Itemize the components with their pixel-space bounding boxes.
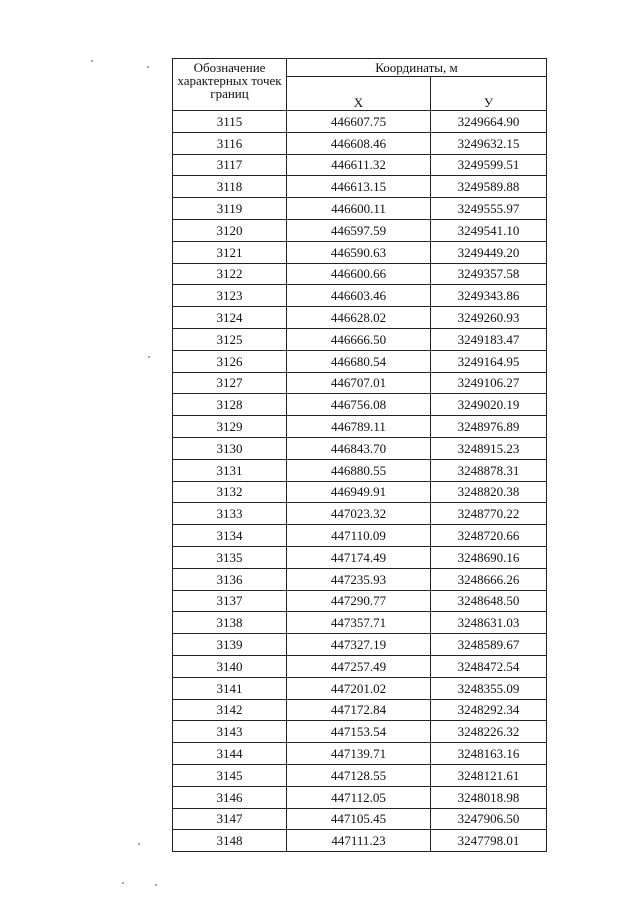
y-coordinate-cell: 3248018.98 bbox=[431, 786, 547, 808]
point-id-cell: 3125 bbox=[173, 328, 287, 350]
y-coordinate-cell: 3248121.61 bbox=[431, 764, 547, 786]
y-coordinate-cell: 3249164.95 bbox=[431, 350, 547, 372]
coordinates-table bbox=[172, 58, 547, 852]
point-id-cell: 3130 bbox=[173, 437, 287, 459]
y-coordinate-cell: 3248878.31 bbox=[431, 459, 547, 481]
y-coordinate-cell: 3249664.90 bbox=[431, 111, 547, 133]
table-row bbox=[173, 241, 547, 263]
scan-speck bbox=[122, 882, 124, 884]
y-coordinate-cell: 3248589.67 bbox=[431, 634, 547, 656]
y-coordinate-cell: 3248631.03 bbox=[431, 612, 547, 634]
y-header: У bbox=[431, 77, 547, 111]
x-coordinate-cell: 446628.02 bbox=[287, 307, 431, 329]
table-row bbox=[173, 634, 547, 656]
scan-speck bbox=[155, 884, 157, 886]
y-coordinate-cell: 3249357.58 bbox=[431, 263, 547, 285]
x-coordinate-cell: 447290.77 bbox=[287, 590, 431, 612]
point-id-cell: 3134 bbox=[173, 525, 287, 547]
y-coordinate-cell: 3249449.20 bbox=[431, 241, 547, 263]
point-id-cell: 3147 bbox=[173, 808, 287, 830]
point-id-cell: 3124 bbox=[173, 307, 287, 329]
x-coordinate-cell: 447110.09 bbox=[287, 525, 431, 547]
x-coordinate-cell: 447139.71 bbox=[287, 743, 431, 765]
table-row bbox=[173, 655, 547, 677]
table-row bbox=[173, 503, 547, 525]
y-coordinate-cell: 3248472.54 bbox=[431, 655, 547, 677]
point-id-cell: 3135 bbox=[173, 546, 287, 568]
header-row-top bbox=[173, 59, 547, 77]
x-coordinate-cell: 446590.63 bbox=[287, 241, 431, 263]
point-id-cell: 3136 bbox=[173, 568, 287, 590]
point-id-cell: 3131 bbox=[173, 459, 287, 481]
point-id-cell: 3129 bbox=[173, 416, 287, 438]
y-coordinate-cell: 3249555.97 bbox=[431, 198, 547, 220]
y-coordinate-cell: 3249599.51 bbox=[431, 154, 547, 176]
x-coordinate-cell: 446880.55 bbox=[287, 459, 431, 481]
x-coordinate-cell: 447128.55 bbox=[287, 764, 431, 786]
x-coordinate-cell: 446613.15 bbox=[287, 176, 431, 198]
point-id-cell: 3145 bbox=[173, 764, 287, 786]
y-coordinate-cell: 3248820.38 bbox=[431, 481, 547, 503]
x-coordinate-cell: 447174.49 bbox=[287, 546, 431, 568]
table-row bbox=[173, 111, 547, 133]
point-id-cell: 3116 bbox=[173, 132, 287, 154]
y-coordinate-cell: 3248292.34 bbox=[431, 699, 547, 721]
point-id-cell: 3148 bbox=[173, 830, 287, 852]
table-row bbox=[173, 546, 547, 568]
x-coordinate-cell: 447235.93 bbox=[287, 568, 431, 590]
y-coordinate-cell: 3248690.16 bbox=[431, 546, 547, 568]
point-label-header: Обозначение характерных точек границ bbox=[173, 59, 287, 111]
y-coordinate-cell: 3248720.66 bbox=[431, 525, 547, 547]
table-row bbox=[173, 350, 547, 372]
x-coordinate-cell: 447111.23 bbox=[287, 830, 431, 852]
y-coordinate-cell: 3249106.27 bbox=[431, 372, 547, 394]
x-coordinate-cell: 446680.54 bbox=[287, 350, 431, 372]
y-coordinate-cell: 3248163.16 bbox=[431, 743, 547, 765]
point-id-cell: 3122 bbox=[173, 263, 287, 285]
scan-speck bbox=[138, 843, 140, 845]
x-coordinate-cell: 447357.71 bbox=[287, 612, 431, 634]
table-row bbox=[173, 132, 547, 154]
x-coordinate-cell: 446600.66 bbox=[287, 263, 431, 285]
x-coordinate-cell: 446607.75 bbox=[287, 111, 431, 133]
point-id-cell: 3140 bbox=[173, 655, 287, 677]
point-id-cell: 3144 bbox=[173, 743, 287, 765]
x-coordinate-cell: 446949.91 bbox=[287, 481, 431, 503]
table-row bbox=[173, 307, 547, 329]
point-id-cell: 3115 bbox=[173, 111, 287, 133]
point-id-cell: 3142 bbox=[173, 699, 287, 721]
point-id-cell: 3137 bbox=[173, 590, 287, 612]
y-coordinate-cell: 3248226.32 bbox=[431, 721, 547, 743]
x-coordinate-cell: 447105.45 bbox=[287, 808, 431, 830]
point-id-cell: 3128 bbox=[173, 394, 287, 416]
table-row bbox=[173, 372, 547, 394]
point-id-cell: 3123 bbox=[173, 285, 287, 307]
point-id-cell: 3126 bbox=[173, 350, 287, 372]
table-row bbox=[173, 699, 547, 721]
point-id-cell: 3118 bbox=[173, 176, 287, 198]
table-row bbox=[173, 154, 547, 176]
x-coordinate-cell: 447257.49 bbox=[287, 655, 431, 677]
point-id-cell: 3139 bbox=[173, 634, 287, 656]
table-row bbox=[173, 568, 547, 590]
table-body bbox=[173, 111, 547, 852]
table-row bbox=[173, 525, 547, 547]
y-coordinate-cell: 3248355.09 bbox=[431, 677, 547, 699]
point-id-cell: 3117 bbox=[173, 154, 287, 176]
y-coordinate-cell: 3249632.15 bbox=[431, 132, 547, 154]
table-row bbox=[173, 437, 547, 459]
x-coordinate-cell: 446756.08 bbox=[287, 394, 431, 416]
point-id-cell: 3120 bbox=[173, 219, 287, 241]
x-coordinate-cell: 447172.84 bbox=[287, 699, 431, 721]
y-coordinate-cell: 3247906.50 bbox=[431, 808, 547, 830]
table-row bbox=[173, 481, 547, 503]
y-coordinate-cell: 3249260.93 bbox=[431, 307, 547, 329]
table-row bbox=[173, 394, 547, 416]
table-row bbox=[173, 786, 547, 808]
point-id-cell: 3138 bbox=[173, 612, 287, 634]
table-row bbox=[173, 830, 547, 852]
point-id-cell: 3132 bbox=[173, 481, 287, 503]
y-coordinate-cell: 3249343.86 bbox=[431, 285, 547, 307]
y-coordinate-cell: 3248770.22 bbox=[431, 503, 547, 525]
x-coordinate-cell: 447201.02 bbox=[287, 677, 431, 699]
y-coordinate-cell: 3247798.01 bbox=[431, 830, 547, 852]
table-row bbox=[173, 590, 547, 612]
x-coordinate-cell: 446707.01 bbox=[287, 372, 431, 394]
table-row bbox=[173, 416, 547, 438]
y-coordinate-cell: 3248976.89 bbox=[431, 416, 547, 438]
table-row bbox=[173, 219, 547, 241]
x-coordinate-cell: 446600.11 bbox=[287, 198, 431, 220]
point-id-cell: 3146 bbox=[173, 786, 287, 808]
y-coordinate-cell: 3249589.88 bbox=[431, 176, 547, 198]
x-coordinate-cell: 446789.11 bbox=[287, 416, 431, 438]
table-row bbox=[173, 808, 547, 830]
y-coordinate-cell: 3249541.10 bbox=[431, 219, 547, 241]
y-coordinate-cell: 3248648.50 bbox=[431, 590, 547, 612]
x-coordinate-cell: 446666.50 bbox=[287, 328, 431, 350]
scan-speck bbox=[91, 60, 93, 62]
point-id-cell: 3141 bbox=[173, 677, 287, 699]
coordinates-header: Координаты, м bbox=[287, 59, 547, 77]
x-coordinate-cell: 446603.46 bbox=[287, 285, 431, 307]
x-coordinate-cell: 447023.32 bbox=[287, 503, 431, 525]
table-row bbox=[173, 285, 547, 307]
table-row bbox=[173, 721, 547, 743]
table-row bbox=[173, 176, 547, 198]
table-row bbox=[173, 612, 547, 634]
table-row bbox=[173, 743, 547, 765]
x-coordinate-cell: 446611.32 bbox=[287, 154, 431, 176]
y-coordinate-cell: 3248666.26 bbox=[431, 568, 547, 590]
x-coordinate-cell: 447112.05 bbox=[287, 786, 431, 808]
table-row bbox=[173, 198, 547, 220]
point-id-cell: 3127 bbox=[173, 372, 287, 394]
point-id-cell: 3133 bbox=[173, 503, 287, 525]
x-coordinate-cell: 447153.54 bbox=[287, 721, 431, 743]
table-row bbox=[173, 764, 547, 786]
scan-speck bbox=[148, 356, 150, 358]
x-coordinate-cell: 446608.46 bbox=[287, 132, 431, 154]
table-row bbox=[173, 459, 547, 481]
x-header: X bbox=[287, 77, 431, 111]
x-coordinate-cell: 446597.59 bbox=[287, 219, 431, 241]
table-row bbox=[173, 328, 547, 350]
point-id-cell: 3121 bbox=[173, 241, 287, 263]
y-coordinate-cell: 3249183.47 bbox=[431, 328, 547, 350]
y-coordinate-cell: 3249020.19 bbox=[431, 394, 547, 416]
point-id-cell: 3119 bbox=[173, 198, 287, 220]
x-coordinate-cell: 446843.70 bbox=[287, 437, 431, 459]
point-id-cell: 3143 bbox=[173, 721, 287, 743]
table-row bbox=[173, 263, 547, 285]
x-coordinate-cell: 447327.19 bbox=[287, 634, 431, 656]
y-coordinate-cell: 3248915.23 bbox=[431, 437, 547, 459]
table-header bbox=[173, 59, 547, 111]
table-row bbox=[173, 677, 547, 699]
scan-speck bbox=[147, 66, 149, 68]
